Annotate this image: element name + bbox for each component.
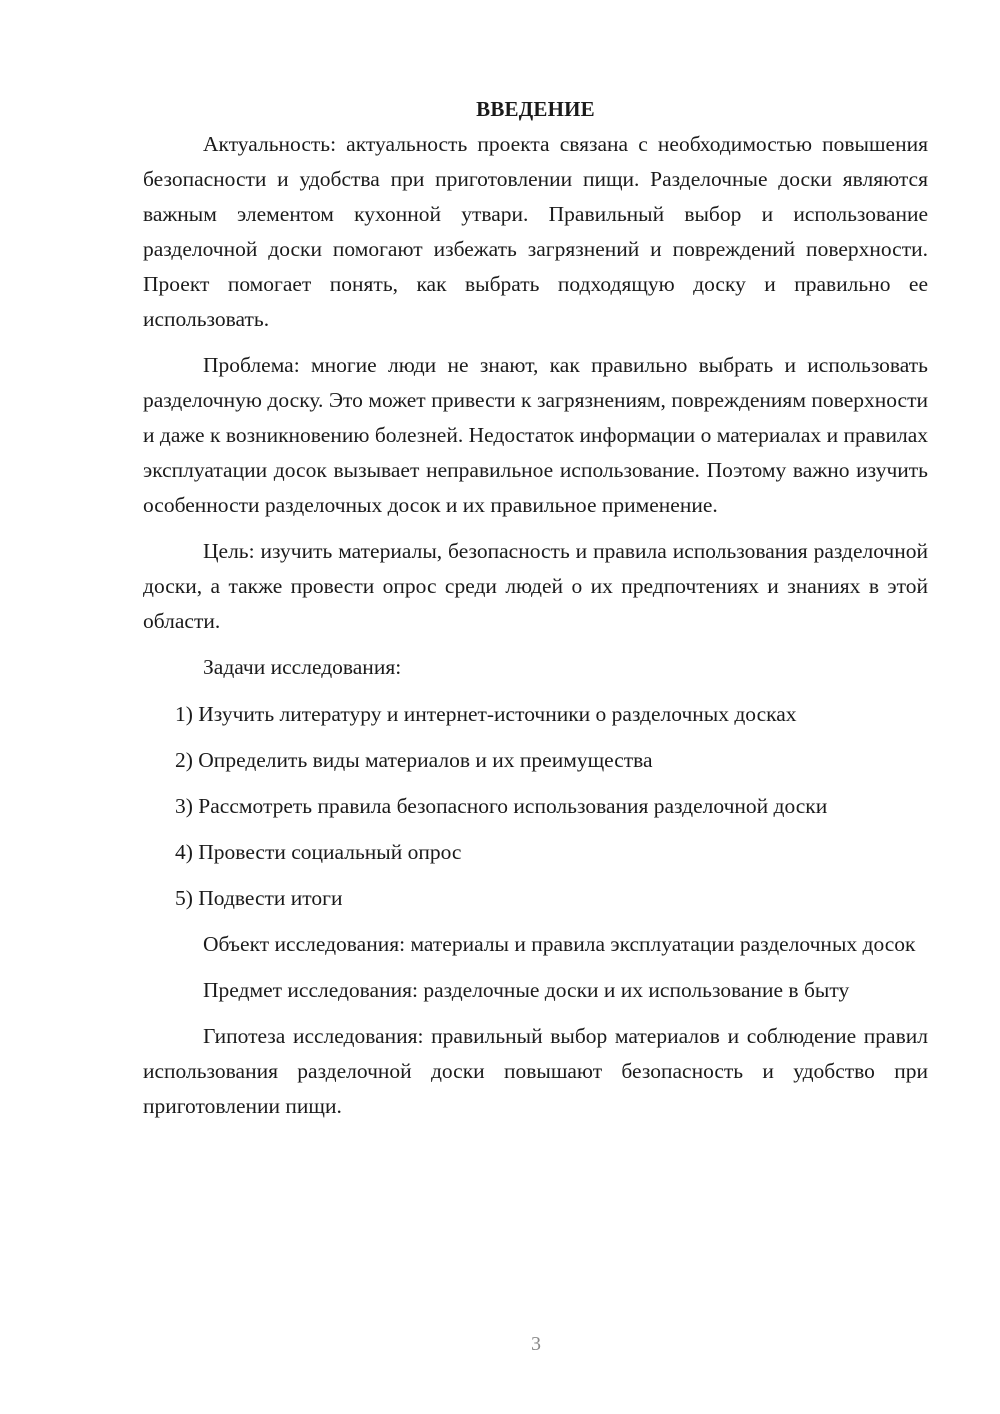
relevance-paragraph: Актуальность: актуальность проекта связана с необходимостью повышения безопасности и удобства при приготовлении пищи. Разделочные доски являются важным элементом кухонной утвари. Правильный выбор и использование разделочной доски помогают избежать загрязнений и повреждений поверхности. Проект помогает понять, как выбрать подходящую доску и правильно ее использовать. [143,132,928,331]
task-item-2: 2) Определить виды материалов и их преимущества [175,748,653,772]
section-title: ВВЕДЕНИЕ [476,97,595,121]
hypothesis-paragraph: Гипотеза исследования: правильный выбор материалов и соблюдение правил использования разделочной доски повышают безопасность и удобство при приготовлении пищи. [143,1024,928,1118]
task-item-3: 3) Рассмотреть правила безопасного использования разделочной доски [175,794,828,818]
tasks-heading: Задачи исследования: [203,655,402,679]
task-item-4: 4) Провести социальный опрос [175,840,462,864]
object-paragraph: Объект исследования: материалы и правила эксплуатации разделочных досок [203,932,916,956]
task-item-1: 1) Изучить литературу и интернет-источники о разделочных досках [175,702,797,726]
goal-paragraph: Цель: изучить материалы, безопасность и правила использования разделочной доски, а также провести опрос среди людей о их предпочтениях и знаниях в этой области. [143,539,928,633]
task-item-5: 5) Подвести итоги [175,886,343,910]
subject-paragraph: Предмет исследования: разделочные доски и их использование в быту [203,978,850,1002]
page-content [143,92,928,1124]
problem-paragraph: Проблема: многие люди не знают, как правильно выбрать и использовать разделочную доску. Это может привести к загрязнениям, повреждениям поверхности и даже к возникновению болезней. Недостаток информации о материалах и правилах эксплуатации досок вызывает неправильное использование. Поэтому важно изучить особенности разделочных досок и их правильное применение. [143,353,928,517]
page-number: 3 [531,1333,541,1355]
